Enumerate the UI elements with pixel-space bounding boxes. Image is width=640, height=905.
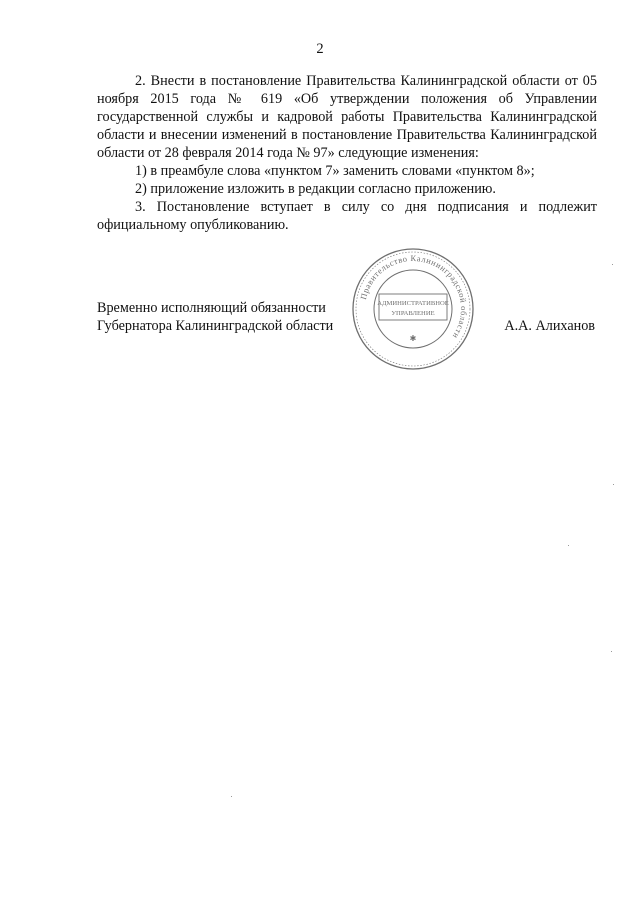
seal-star-icon: ✱: [409, 334, 417, 343]
list-item-preamble-change: 1) в преамбуле слова «пунктом 7» заменить словами «пунктом 8»;: [135, 163, 535, 179]
list-item-appendix-change: 2) приложение изложить в редакции согласно приложению.: [135, 181, 496, 197]
signatory-position-line-1: Временно исполняющий обязанности: [97, 300, 326, 316]
signatory-position-line-2: Губернатора Калининградской области: [97, 318, 334, 334]
seal-center-line-1: АДМИНИСТРАТИВНОЕ: [377, 300, 449, 307]
document-body: [97, 72, 597, 234]
signatory-position: [97, 299, 333, 335]
paragraph-amendment: 2. Внести в постановление Правительства Калининградской области от 05 ноября 2015 года № 619 «Об утверждении положения об Управлении государственной службы и кадровой работы Правительства Калининградской области и внесении изменений в постановление Правительства Калининградской области от 28 февраля 2014 года № 97» следующие изменения:: [97, 73, 597, 161]
paragraph-effective-date: 3. Постановление вступает в силу со дня подписания и подлежит официальному опубликованию.: [97, 199, 597, 233]
seal-ring-text: Правительство Калининградской области: [358, 253, 469, 341]
seal-center-line-2: УПРАВЛЕНИЕ: [391, 310, 435, 317]
signature-block: [97, 299, 597, 339]
page-number: 2: [316, 41, 324, 57]
official-seal-stamp: [349, 245, 477, 373]
signatory-name: А.А. Алиханов: [504, 318, 595, 334]
